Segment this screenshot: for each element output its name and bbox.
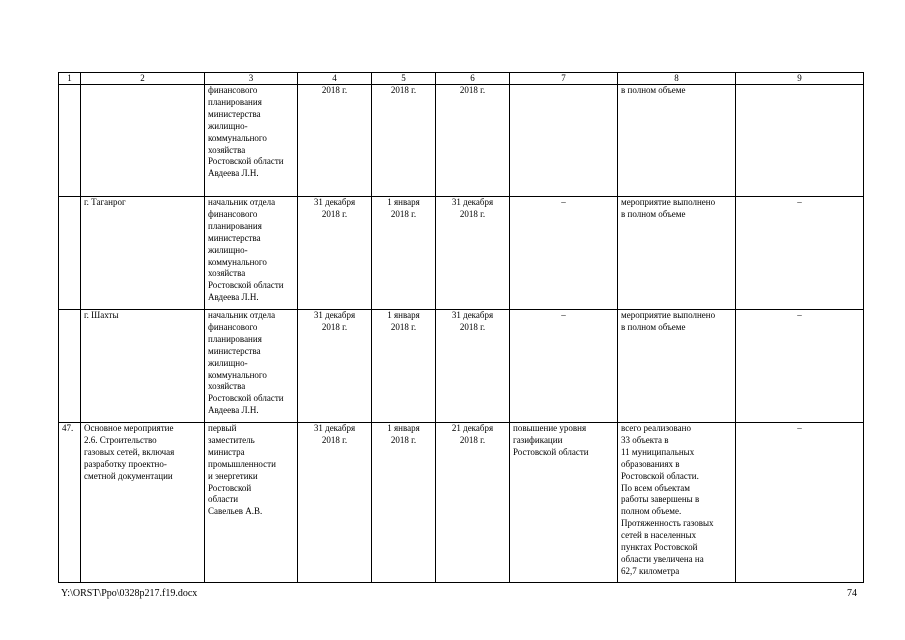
column-header: 6 <box>436 73 510 85</box>
problems-cell: – <box>736 310 864 423</box>
planned-end-cell: 31 декабря 2018 г. <box>298 423 372 583</box>
column-header: 8 <box>618 73 736 85</box>
actual-start-cell: 2018 г. <box>372 85 436 197</box>
event-name-cell <box>81 85 205 197</box>
actual-start-cell: 1 января 2018 г. <box>372 423 436 583</box>
event-name-cell: г. Таганрог <box>81 197 205 310</box>
report-table <box>58 72 864 583</box>
table-row <box>59 85 864 197</box>
planned-end-cell: 31 декабря 2018 г. <box>298 310 372 423</box>
column-header: 2 <box>81 73 205 85</box>
actual-end-cell: 31 декабря 2018 г. <box>436 197 510 310</box>
actual-start-cell: 1 января 2018 г. <box>372 310 436 423</box>
row-number-cell <box>59 197 81 310</box>
problems-cell: – <box>736 197 864 310</box>
column-header: 7 <box>510 73 618 85</box>
actual-result-cell: мероприятие выполнено в полном объеме <box>618 310 736 423</box>
planned-result-cell <box>510 85 618 197</box>
actual-result-cell: в полном объеме <box>618 85 736 197</box>
column-header: 3 <box>205 73 298 85</box>
table-row <box>59 197 864 310</box>
footer-filename: Y:\ORST\Ppo\0328p217.f19.docx <box>61 588 198 599</box>
row-number-cell <box>59 85 81 197</box>
problems-cell <box>736 85 864 197</box>
actual-end-cell: 31 декабря 2018 г. <box>436 310 510 423</box>
actual-result-cell: всего реализовано 33 объекта в 11 муниципальных образованиях в Ростовской области. По всем объектам работы завершены в полном объеме. Протяженность газовых сетей в населенных пунктах Ростовской области увеличена на 62,7 километра <box>618 423 736 583</box>
planned-end-cell: 31 декабря 2018 г. <box>298 197 372 310</box>
header-row <box>59 73 864 85</box>
planned-result-cell: – <box>510 197 618 310</box>
problems-cell: – <box>736 423 864 583</box>
row-number-cell <box>59 310 81 423</box>
planned-result-cell: – <box>510 310 618 423</box>
table-row <box>59 423 864 583</box>
column-header: 4 <box>298 73 372 85</box>
event-name-cell: Основное мероприятие 2.6. Строительство газовых сетей, включая разработку проектно- сметной документации <box>81 423 205 583</box>
responsible-cell: первый заместитель министра промышленности и энергетики Ростовской области Савельев А.В. <box>205 423 298 583</box>
planned-result-cell: повышение уровня газификации Ростовской области <box>510 423 618 583</box>
column-header: 9 <box>736 73 864 85</box>
responsible-cell: начальник отдела финансового планирования министерства жилищно- коммунального хозяйства Ростовской области Авдеева Л.Н. <box>205 197 298 310</box>
planned-end-cell: 2018 г. <box>298 85 372 197</box>
footer-page-number: 74 <box>847 588 857 599</box>
actual-end-cell: 21 декабря 2018 г. <box>436 423 510 583</box>
responsible-cell: начальник отдела финансового планирования министерства жилищно- коммунального хозяйства Ростовской области Авдеева Л.Н. <box>205 310 298 423</box>
table-row <box>59 310 864 423</box>
actual-result-cell: мероприятие выполнено в полном объеме <box>618 197 736 310</box>
row-number-cell: 47. <box>59 423 81 583</box>
column-header: 1 <box>59 73 81 85</box>
responsible-cell: финансового планирования министерства жилищно- коммунального хозяйства Ростовской области Авдеева Л.Н. <box>205 85 298 197</box>
event-name-cell: г. Шахты <box>81 310 205 423</box>
actual-start-cell: 1 января 2018 г. <box>372 197 436 310</box>
column-header: 5 <box>372 73 436 85</box>
actual-end-cell: 2018 г. <box>436 85 510 197</box>
